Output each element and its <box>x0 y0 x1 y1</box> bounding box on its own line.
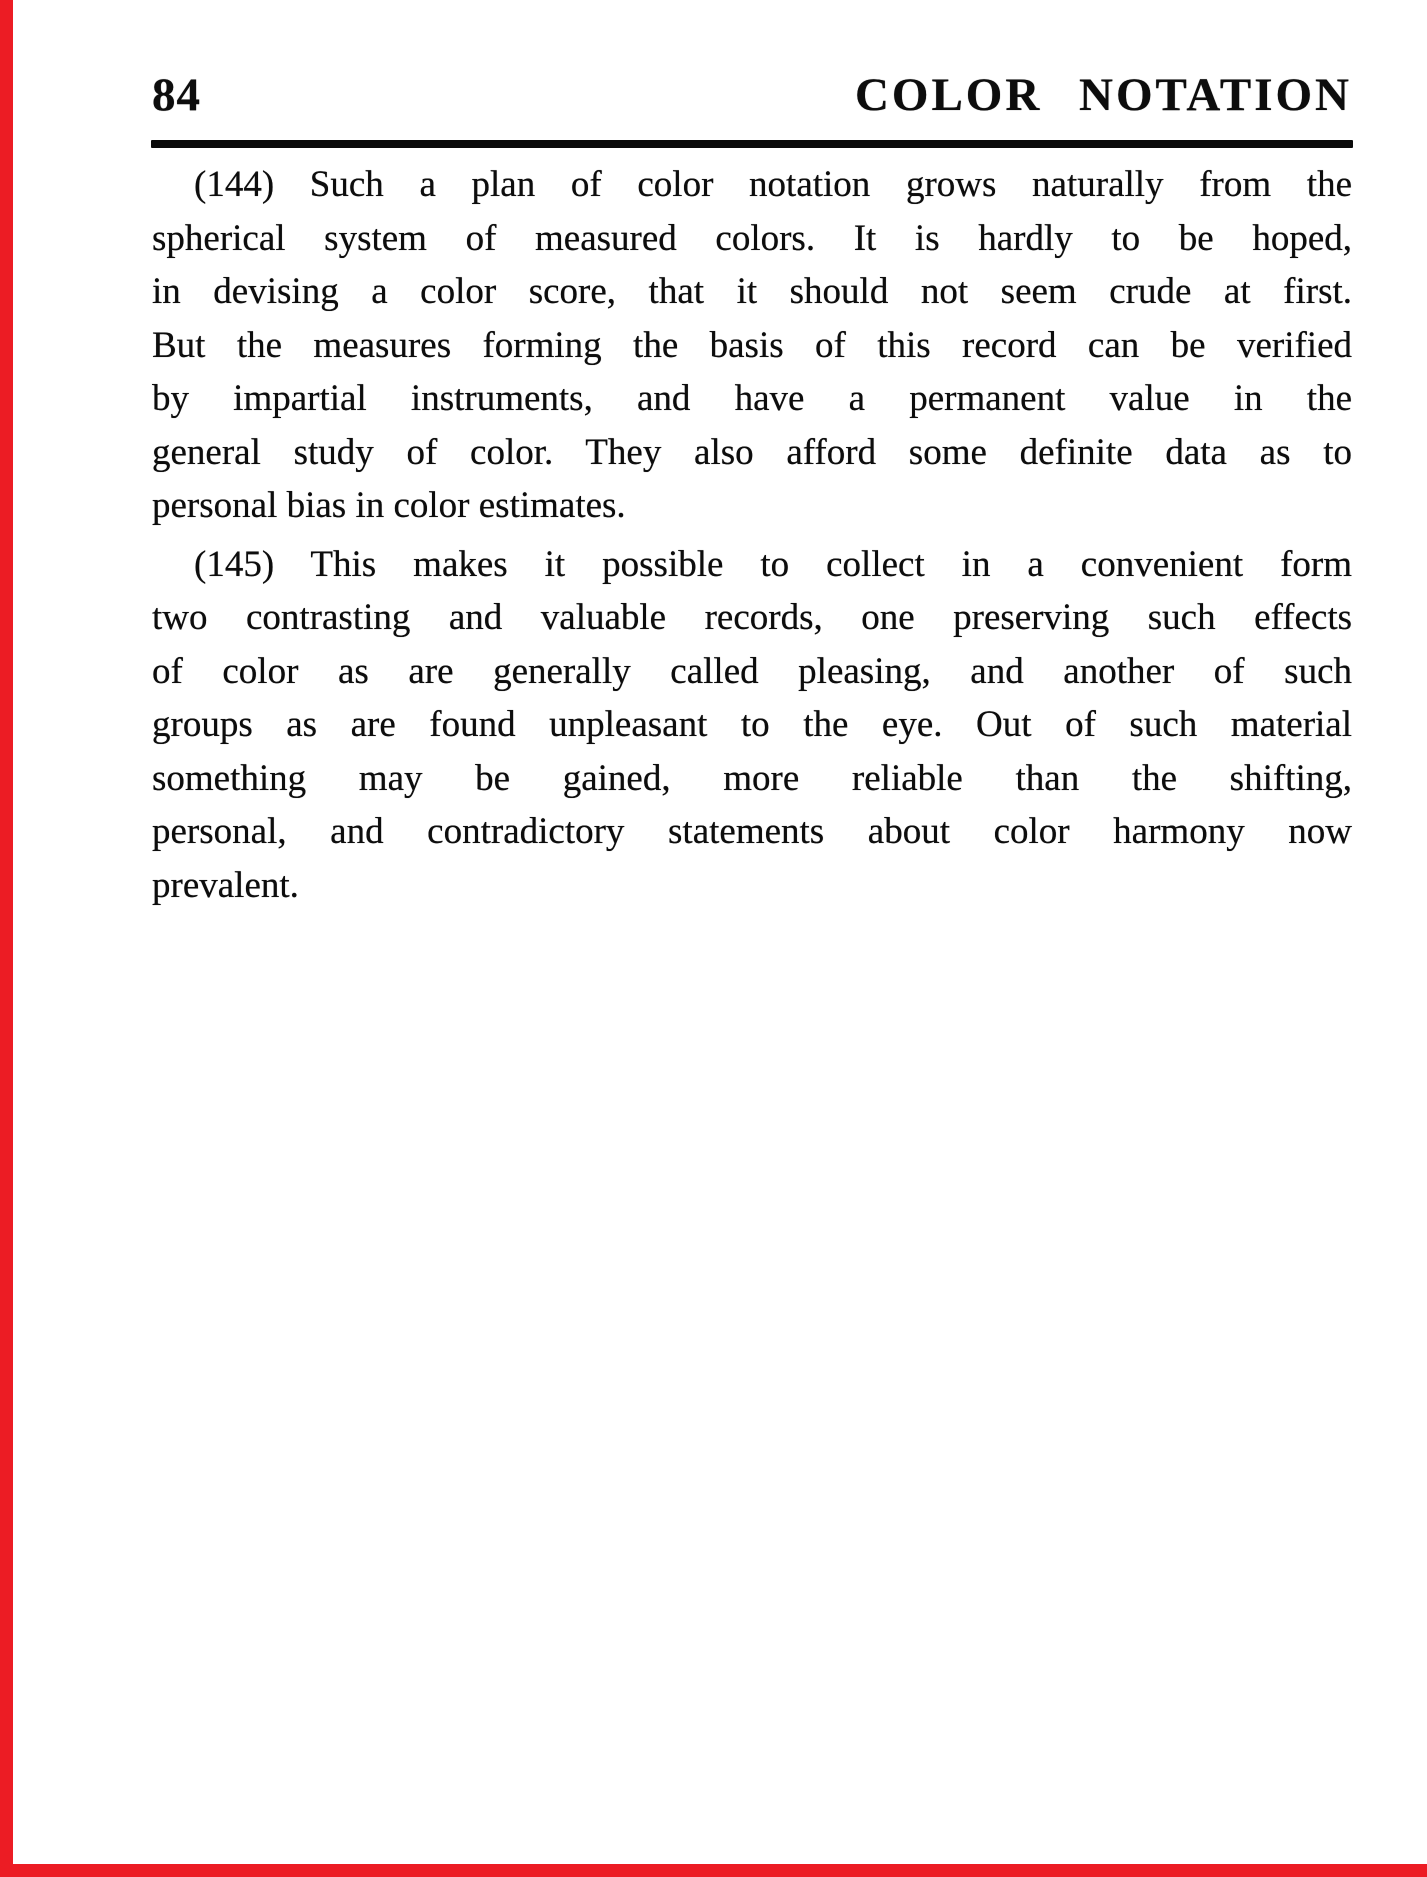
text-line: (144) Such a plan of color notation grows naturally from the <box>194 164 1352 205</box>
text-line: But the measures forming the basis of this record can be verified <box>152 324 1352 366</box>
scan-edge-mark-left <box>0 0 13 1877</box>
text-line: prevalent. <box>152 864 299 906</box>
text-line: of color as are generally called pleasing, and another of such <box>152 650 1352 692</box>
page-number: 84 <box>152 69 201 121</box>
text-line: personal, and contradictory statements about color harmony now <box>152 811 1352 852</box>
running-head <box>152 69 1352 121</box>
text-line: something may be gained, more reliable than the shifting, <box>152 757 1352 799</box>
text-line: general study of color. They also afford some definite data as to <box>152 431 1352 473</box>
text-line: (145) This makes it possible to collect in a convenient form <box>194 543 1352 585</box>
header-rule <box>151 140 1353 148</box>
text-line: two contrasting and valuable records, one preserving such effects <box>152 597 1352 638</box>
paragraph-144 <box>152 158 1352 533</box>
text-line: spherical system of measured colors. It is hardly to be hoped, <box>152 217 1352 259</box>
paragraph-145 <box>152 538 1352 913</box>
scan-edge-mark-bottom <box>0 1864 1427 1877</box>
page-title: COLOR NOTATION <box>854 69 1352 121</box>
text-line: personal bias in color estimates. <box>152 485 626 526</box>
text-line: in devising a color score, that it should not seem crude at first. <box>152 271 1352 312</box>
text-line: groups as are found unpleasant to the eye. Out of such material <box>152 704 1352 745</box>
text-line: by impartial instruments, and have a permanent value in the <box>152 378 1352 419</box>
text-block <box>152 158 1352 912</box>
